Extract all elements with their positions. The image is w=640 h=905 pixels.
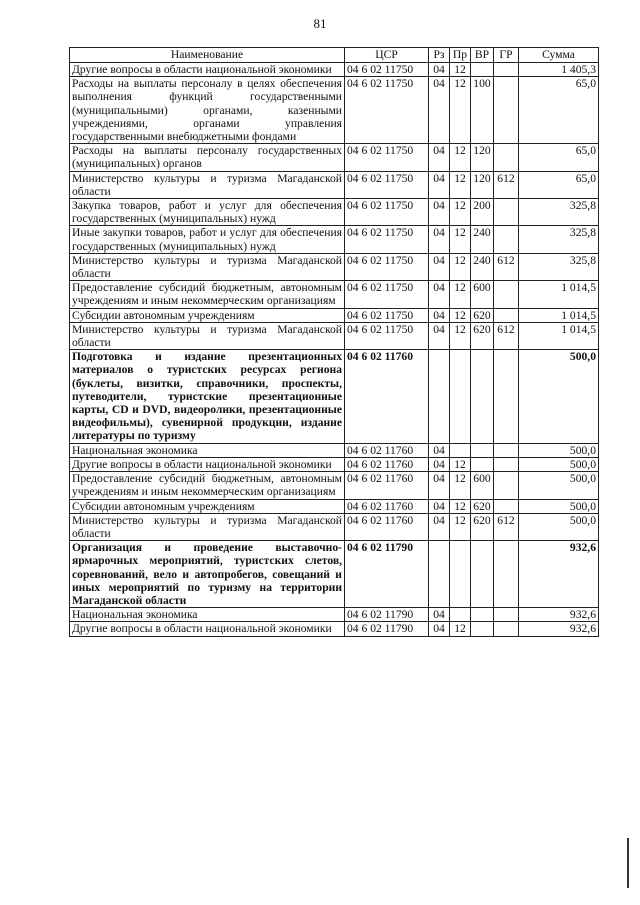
- cell-name: Подготовка и издание презентационных материалов о туристских ресурсах региона (буклеты, визитки, справочники, проспекты, путеводители, туристские презентационные карты, CD и DVD, видеоролики, презентационные видеофильмы), сувенирной продукции, издание литературы по туризму: [70, 350, 345, 443]
- cell-sum: 500,0: [519, 472, 599, 499]
- cell-vr: [471, 443, 494, 457]
- cell-rz: 04: [429, 472, 450, 499]
- cell-pr: 12: [450, 472, 471, 499]
- cell-gr: [494, 144, 519, 171]
- cell-name: Субсидии автономным учреждениям: [70, 499, 345, 513]
- cell-name: Другие вопросы в области национальной экономики: [70, 622, 345, 636]
- cell-rz: [429, 541, 450, 608]
- budget-table: [69, 47, 599, 637]
- cell-name: Иные закупки товаров, работ и услуг для обеспечения государственных (муниципальных) нужд: [70, 226, 345, 253]
- cell-name: Организация и проведение выставочно-ярмарочных мероприятий, туристских слетов, соревнований, вело и автопробегов, совещаний и иных мероприятий по туризму на территории Магаданской области: [70, 541, 345, 608]
- header-pr: Пр: [450, 48, 471, 63]
- cell-gr: [494, 443, 519, 457]
- cell-name: Национальная экономика: [70, 608, 345, 622]
- cell-vr: [471, 63, 494, 77]
- page-number: 81: [313, 16, 327, 31]
- cell-vr: [471, 608, 494, 622]
- cell-name: Закупка товаров, работ и услуг для обеспечения государственных (муниципальных) нужд: [70, 199, 345, 226]
- cell-rz: 04: [429, 199, 450, 226]
- cell-pr: [450, 541, 471, 608]
- cell-gr: [494, 457, 519, 471]
- cell-sum: 1 014,5: [519, 322, 599, 349]
- cell-sum: 500,0: [519, 443, 599, 457]
- cell-sum: 65,0: [519, 171, 599, 198]
- cell-csr: 04 6 02 11750: [345, 199, 429, 226]
- cell-vr: [471, 622, 494, 636]
- cell-name: Расходы на выплаты персоналу в целях обеспечения выполнения функций государственными (муниципальными) органами, казенными учреждениями, органами управления государственными внебюджетными фондами: [70, 77, 345, 144]
- cell-name: Предоставление субсидий бюджетным, автономным учреждениям и иным некоммерческим организациям: [70, 281, 345, 308]
- cell-rz: 04: [429, 622, 450, 636]
- table-row: [70, 322, 599, 349]
- cell-sum: 500,0: [519, 499, 599, 513]
- table-row: [70, 472, 599, 499]
- cell-pr: 12: [450, 226, 471, 253]
- cell-gr: [494, 63, 519, 77]
- cell-rz: 04: [429, 308, 450, 322]
- header-rz: Рз: [429, 48, 450, 63]
- cell-sum: 500,0: [519, 350, 599, 443]
- table-row: [70, 622, 599, 636]
- table-row: [70, 63, 599, 77]
- cell-vr: 240: [471, 226, 494, 253]
- cell-csr: 04 6 02 11790: [345, 608, 429, 622]
- table-row: [70, 499, 599, 513]
- cell-name: Министерство культуры и туризма Магаданской области: [70, 253, 345, 280]
- cell-gr: [494, 199, 519, 226]
- cell-name: Другие вопросы в области национальной экономики: [70, 457, 345, 471]
- table-header-row: [70, 48, 599, 63]
- table-row: [70, 541, 599, 608]
- cell-gr: [494, 541, 519, 608]
- cell-pr: 12: [450, 77, 471, 144]
- cell-pr: 12: [450, 199, 471, 226]
- cell-pr: [450, 350, 471, 443]
- cell-sum: 325,8: [519, 253, 599, 280]
- cell-pr: [450, 443, 471, 457]
- cell-rz: 04: [429, 63, 450, 77]
- cell-pr: 12: [450, 63, 471, 77]
- cell-pr: 12: [450, 144, 471, 171]
- cell-vr: 620: [471, 499, 494, 513]
- header-sum: Сумма: [519, 48, 599, 63]
- table-row: [70, 308, 599, 322]
- cell-pr: 12: [450, 622, 471, 636]
- cell-name: Расходы на выплаты персоналу государственных (муниципальных) органов: [70, 144, 345, 171]
- cell-rz: 04: [429, 253, 450, 280]
- cell-pr: 12: [450, 253, 471, 280]
- cell-csr: 04 6 02 11760: [345, 457, 429, 471]
- cell-rz: 04: [429, 171, 450, 198]
- table-row: [70, 171, 599, 198]
- cell-rz: 04: [429, 499, 450, 513]
- cell-pr: 12: [450, 457, 471, 471]
- cell-csr: 04 6 02 11750: [345, 77, 429, 144]
- cell-vr: 620: [471, 322, 494, 349]
- cell-name: Министерство культуры и туризма Магаданской области: [70, 322, 345, 349]
- cell-rz: 04: [429, 144, 450, 171]
- cell-rz: 04: [429, 77, 450, 144]
- cell-vr: [471, 541, 494, 608]
- cell-sum: 500,0: [519, 513, 599, 540]
- cell-sum: 65,0: [519, 144, 599, 171]
- cell-pr: 12: [450, 308, 471, 322]
- cell-csr: 04 6 02 11750: [345, 171, 429, 198]
- cell-rz: 04: [429, 322, 450, 349]
- table-row: [70, 226, 599, 253]
- cell-gr: [494, 350, 519, 443]
- margin-mark: [627, 838, 629, 888]
- table-row: [70, 77, 599, 144]
- cell-vr: [471, 457, 494, 471]
- table-row: [70, 513, 599, 540]
- cell-rz: 04: [429, 513, 450, 540]
- header-csr: ЦСР: [345, 48, 429, 63]
- cell-gr: [494, 499, 519, 513]
- cell-csr: 04 6 02 11750: [345, 63, 429, 77]
- cell-sum: 500,0: [519, 457, 599, 471]
- cell-sum: 1 014,5: [519, 281, 599, 308]
- header-vr: ВР: [471, 48, 494, 63]
- table-row: [70, 281, 599, 308]
- cell-gr: 612: [494, 322, 519, 349]
- cell-gr: 612: [494, 171, 519, 198]
- cell-csr: 04 6 02 11760: [345, 499, 429, 513]
- cell-rz: 04: [429, 226, 450, 253]
- cell-csr: 04 6 02 11760: [345, 443, 429, 457]
- cell-vr: 600: [471, 281, 494, 308]
- table-row: [70, 199, 599, 226]
- cell-vr: [471, 350, 494, 443]
- cell-pr: 12: [450, 171, 471, 198]
- cell-sum: 932,6: [519, 541, 599, 608]
- cell-gr: [494, 308, 519, 322]
- table-row: [70, 457, 599, 471]
- cell-csr: 04 6 02 11790: [345, 622, 429, 636]
- cell-gr: [494, 281, 519, 308]
- table-row: [70, 144, 599, 171]
- cell-name: Другие вопросы в области национальной экономики: [70, 63, 345, 77]
- cell-csr: 04 6 02 11750: [345, 281, 429, 308]
- cell-vr: 620: [471, 308, 494, 322]
- header-gr: ГР: [494, 48, 519, 63]
- cell-csr: 04 6 02 11750: [345, 226, 429, 253]
- cell-vr: 120: [471, 171, 494, 198]
- cell-gr: [494, 608, 519, 622]
- cell-rz: 04: [429, 443, 450, 457]
- cell-pr: [450, 608, 471, 622]
- cell-name: Министерство культуры и туризма Магаданской области: [70, 513, 345, 540]
- cell-name: Национальная экономика: [70, 443, 345, 457]
- cell-gr: [494, 622, 519, 636]
- cell-sum: 325,8: [519, 199, 599, 226]
- cell-csr: 04 6 02 11790: [345, 541, 429, 608]
- cell-csr: 04 6 02 11750: [345, 322, 429, 349]
- cell-gr: [494, 472, 519, 499]
- cell-sum: 1 014,5: [519, 308, 599, 322]
- cell-rz: 04: [429, 281, 450, 308]
- cell-pr: 12: [450, 322, 471, 349]
- cell-vr: 120: [471, 144, 494, 171]
- table-row: [70, 443, 599, 457]
- cell-rz: 04: [429, 457, 450, 471]
- cell-pr: 12: [450, 513, 471, 540]
- cell-name: Субсидии автономным учреждениям: [70, 308, 345, 322]
- cell-csr: 04 6 02 11750: [345, 308, 429, 322]
- table-row: [70, 253, 599, 280]
- cell-vr: 620: [471, 513, 494, 540]
- cell-gr: [494, 226, 519, 253]
- table-body: [70, 63, 599, 637]
- table-row: [70, 350, 599, 443]
- cell-rz: [429, 350, 450, 443]
- cell-csr: 04 6 02 11760: [345, 350, 429, 443]
- cell-gr: [494, 77, 519, 144]
- header-name: Наименование: [70, 48, 345, 63]
- cell-name: Министерство культуры и туризма Магаданской области: [70, 171, 345, 198]
- cell-sum: 1 405,3: [519, 63, 599, 77]
- cell-pr: 12: [450, 281, 471, 308]
- cell-csr: 04 6 02 11750: [345, 253, 429, 280]
- cell-csr: 04 6 02 11750: [345, 144, 429, 171]
- cell-rz: 04: [429, 608, 450, 622]
- cell-gr: 612: [494, 253, 519, 280]
- cell-csr: 04 6 02 11760: [345, 472, 429, 499]
- cell-name: Предоставление субсидий бюджетным, автономным учреждениям и иным некоммерческим организациям: [70, 472, 345, 499]
- cell-sum: 325,8: [519, 226, 599, 253]
- cell-sum: 932,6: [519, 608, 599, 622]
- cell-csr: 04 6 02 11760: [345, 513, 429, 540]
- cell-vr: 100: [471, 77, 494, 144]
- cell-sum: 932,6: [519, 622, 599, 636]
- table-row: [70, 608, 599, 622]
- cell-gr: 612: [494, 513, 519, 540]
- cell-vr: 200: [471, 199, 494, 226]
- cell-vr: 600: [471, 472, 494, 499]
- cell-pr: 12: [450, 499, 471, 513]
- cell-vr: 240: [471, 253, 494, 280]
- cell-sum: 65,0: [519, 77, 599, 144]
